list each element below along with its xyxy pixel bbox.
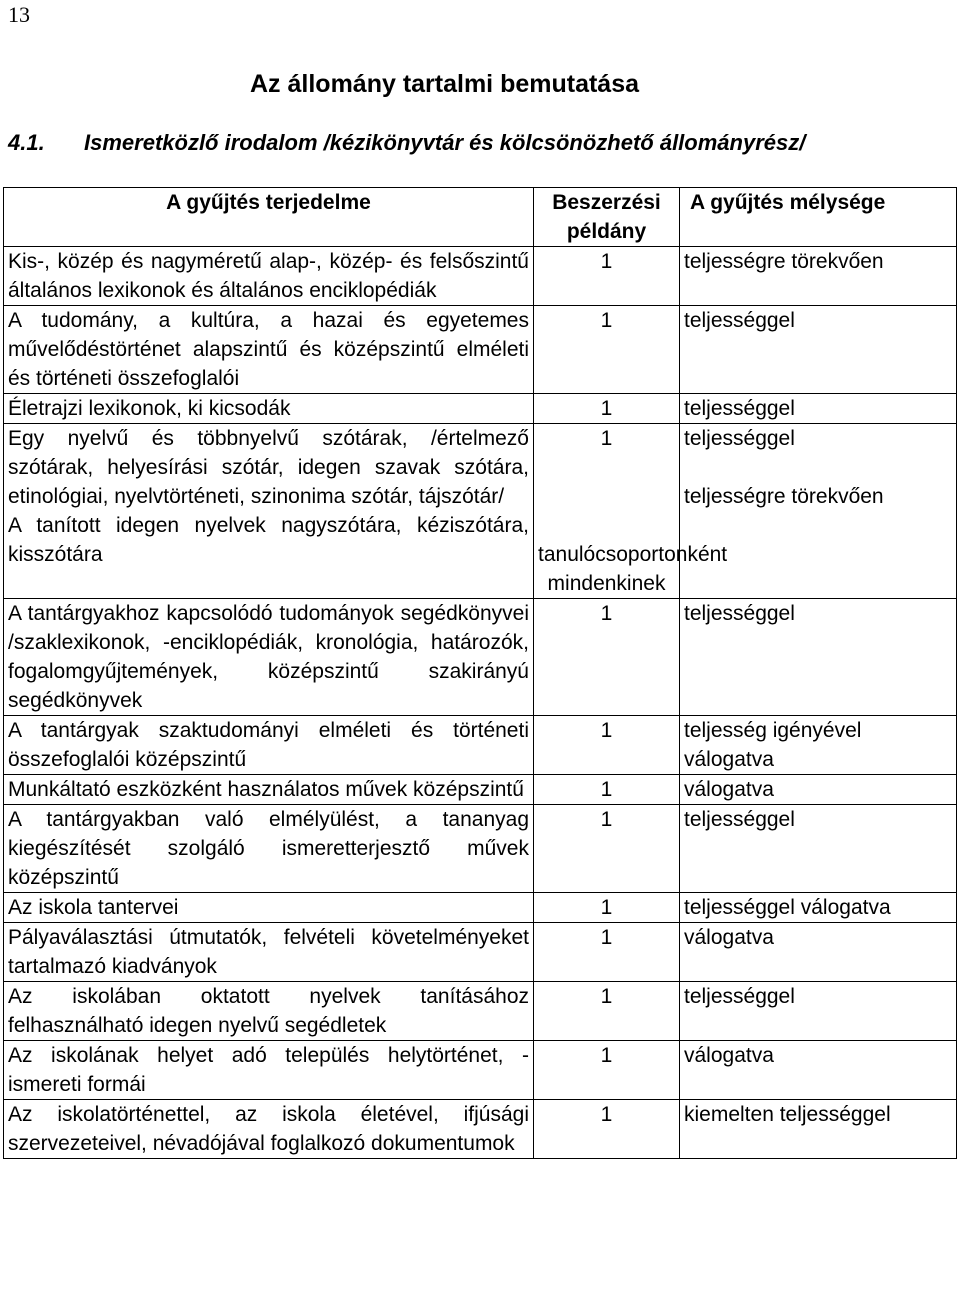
table-row xyxy=(4,599,957,716)
header-depth: A gyűjtés mélysége xyxy=(680,188,957,247)
table-row xyxy=(4,923,957,982)
copies-cell xyxy=(534,424,728,599)
section-title: Ismeretközlő irodalom /kézikönyvtár és kölcsönözhető állományrész/ xyxy=(84,130,806,155)
copies-cell: 1 xyxy=(534,599,680,716)
dictionaries-text: Egy nyelvű és többnyelvű szótárak, /értelmező szótárak, helyesírási szótár, idegen szavak szótára, etinológiai, nyelvtörténeti, szinonima szótár, tájszótár/ xyxy=(8,427,529,508)
scope-cell xyxy=(4,424,534,599)
scope-cell: A tantárgyakhoz kapcsolódó tudományok segédkönyvei /szaklexikonok, -enciklopédiák, kronológia, határozók, fogalomgyűjtemények, középszintű szakirányú segédkönyvek xyxy=(4,599,534,716)
table-row xyxy=(4,775,957,805)
collection-table xyxy=(3,187,957,1159)
page-title: Az állomány tartalmi bemutatása xyxy=(250,70,640,98)
table-row xyxy=(4,982,957,1041)
scope-cell: Az iskolának helyet adó település helytörténet, - ismereti formái xyxy=(4,1041,534,1100)
copies-cell: 1 xyxy=(534,775,680,805)
depth-cell: teljességgel válogatva xyxy=(680,893,957,923)
table-row xyxy=(4,716,957,775)
copies-cell: 1 xyxy=(534,1041,680,1100)
table-row xyxy=(4,247,957,306)
section-heading xyxy=(8,130,805,156)
depth-cell: teljességgel xyxy=(680,805,957,893)
copies-value: 1 xyxy=(600,427,613,450)
scope-cell: Pályaválasztási útmutatók, felvételi követelményeket tartalmazó kiadványok xyxy=(4,923,534,982)
scope-cell: Kis-, közép és nagyméretű alap-, közép- és felsőszintű általános lexikonok és általános enciklopédiák xyxy=(4,247,534,306)
table-row xyxy=(4,1100,957,1159)
header-copies: Beszerzési példány xyxy=(534,188,680,247)
depth-cell: teljesség igényével válogatva xyxy=(680,716,957,775)
scope-cell: A tudomány, a kultúra, a hazai és egyetemes művelődéstörténet alapszintű és középszintű elméleti és történeti összefoglalói xyxy=(4,306,534,394)
page-number: 13 xyxy=(8,2,30,27)
depth-cell: teljességre törekvően xyxy=(680,247,957,306)
copies-cell: 1 xyxy=(534,805,680,893)
copies-cell: 1 xyxy=(534,247,680,306)
scope-cell: Az iskolában oktatott nyelvek tanításához felhasználható idegen nyelvű segédletek xyxy=(4,982,534,1041)
depth-cell: teljességgel xyxy=(680,982,957,1041)
copies-cell: 1 xyxy=(534,1100,680,1159)
table-row xyxy=(4,306,957,394)
scope-cell: A tantárgyak szaktudományi elméleti és történeti összefoglalói középszintű xyxy=(4,716,534,775)
scope-cell: Munkáltató eszközként használatos művek középszintű xyxy=(4,775,534,805)
copies-cell: 1 xyxy=(534,716,680,775)
scope-cell: Az iskolatörténettel, az iskola életével, ifjúsági szervezeteivel, névadójával foglalkozó dokumentumok xyxy=(4,1100,534,1159)
table-header-row xyxy=(4,188,957,247)
header-scope: A gyűjtés terjedelme xyxy=(4,188,534,247)
depth-value-secondary: teljességre törekvően xyxy=(684,485,884,508)
depth-cell: teljességgel xyxy=(680,394,957,424)
depth-cell xyxy=(680,424,957,599)
copies-cell: 1 xyxy=(534,982,680,1041)
foreign-language-dictionaries-text: A tanított idegen nyelvek nagyszótára, kéziszótára, kisszótára xyxy=(8,514,529,566)
copies-cell: 1 xyxy=(534,923,680,982)
depth-cell: kiemelten teljességgel xyxy=(680,1100,957,1159)
depth-cell: válogatva xyxy=(680,923,957,982)
table-row xyxy=(4,424,957,599)
scope-cell: A tantárgyakban való elmélyülést, a tananyag kiegészítését szolgáló ismeretterjesztő művek középszintű xyxy=(4,805,534,893)
copies-per-class-value: tanulócsoportonként mindenkinek xyxy=(538,543,728,595)
table-row xyxy=(4,1041,957,1100)
scope-cell: Életrajzi lexikonok, ki kicsodák xyxy=(4,394,534,424)
table-row xyxy=(4,893,957,923)
copies-cell: 1 xyxy=(534,394,680,424)
table-row xyxy=(4,394,957,424)
section-number: 4.1. xyxy=(8,130,45,155)
depth-cell: válogatva xyxy=(680,1041,957,1100)
depth-cell: válogatva xyxy=(680,775,957,805)
copies-cell: 1 xyxy=(534,306,680,394)
depth-value: teljességgel xyxy=(684,427,795,450)
copies-cell: 1 xyxy=(534,893,680,923)
scope-cell: Az iskola tantervei xyxy=(4,893,534,923)
depth-cell: teljességgel xyxy=(680,306,957,394)
depth-cell: teljességgel xyxy=(680,599,957,716)
table-row xyxy=(4,805,957,893)
